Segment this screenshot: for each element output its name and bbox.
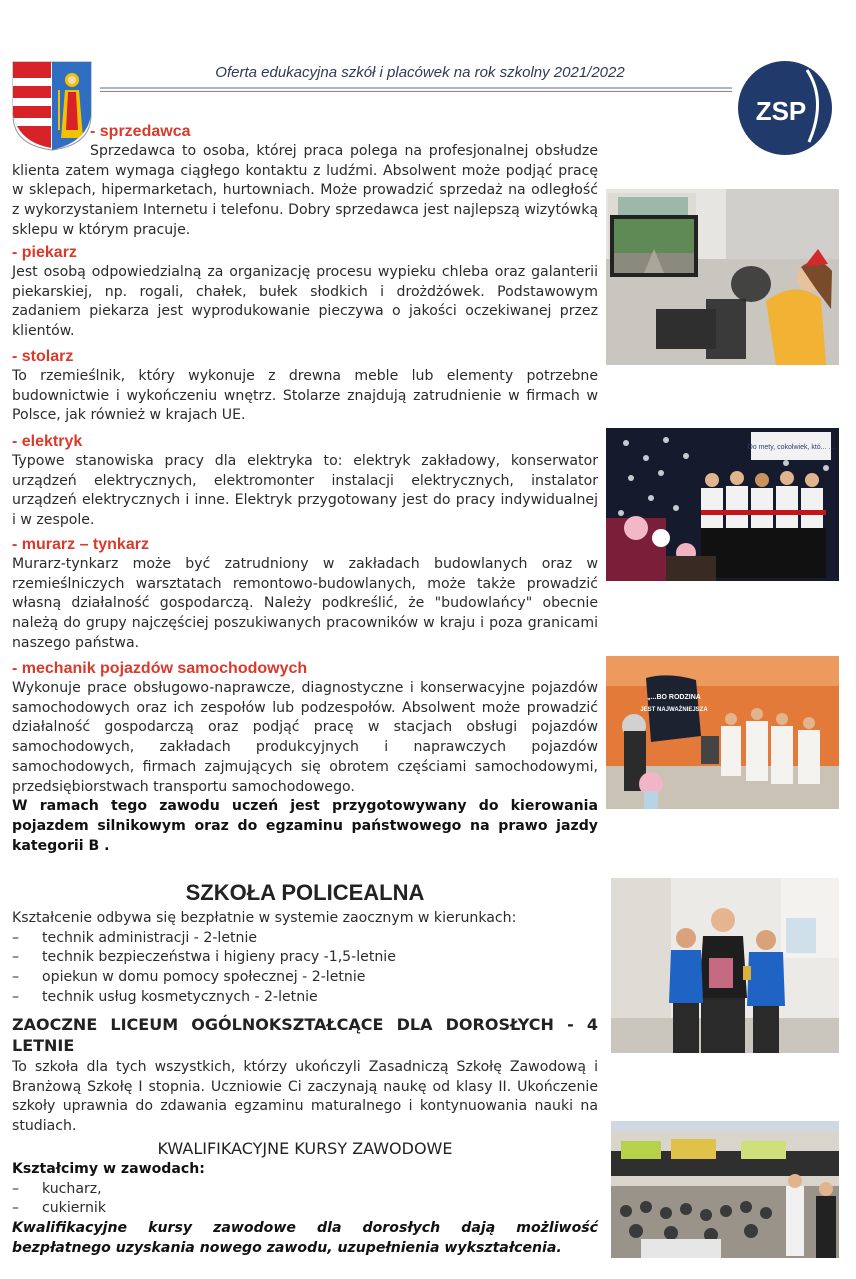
text-stolarz: To rzemieślnik, który wykonuje z drewna meble lub elementy potrzebne budownictwie i wykończeniu wnętrz. Stolarze znajdują zatrudnienie w firmach w Polsce, jak również w krajach UE. — [12, 368, 598, 424]
kursy-footer: Kwalifikacyjne kursy zawodowe dla dorosłych dają możliwość bezpłatnego uzyskania nowego zawodu, uzupełnienia wykształcenia. — [12, 1220, 598, 1256]
section-sprzedawca — [12, 121, 598, 241]
heading-kursy: KWALIFIKACYJNE KURSY ZAWODOWE — [157, 1139, 453, 1158]
photo-family-event — [606, 656, 839, 809]
heading-liceum: ZAOCZNE LICEUM OGÓLNOKSZTAŁCĄCE DLA DOROSŁYCH - 4 LETNIE — [12, 1015, 598, 1055]
section-mechanik — [12, 658, 598, 856]
heading-murarz: - murarz – tynkarz — [12, 536, 149, 553]
list-item: – technik administracji - 2-letnie — [12, 929, 258, 946]
photo-school-yard-event — [611, 1121, 839, 1258]
list-kursy — [12, 1180, 598, 1219]
text-elektryk: Typowe stanowiska pracy dla elektryka to: elektryk zakładowy, konserwator urządzeń elektrycznych, elektromonter instalacji elektrycznych, instalator urządzeń elektrycznych i inne. Elektryk przygotowany jest do pracy indywidualnej i w zespole. — [12, 453, 598, 529]
heading-elektryk: - elektryk — [12, 433, 83, 450]
photo-banner-text: Do mety, cokolwiek, któ... ... — [747, 444, 835, 451]
logo-text: ZSP — [755, 96, 807, 126]
section-murarz — [12, 534, 598, 654]
text-liceum: To szkoła dla tych wszystkich, którzy ukończyli Zasadniczą Szkołę Zawodową i Branżową Szkołę I stopnia. Uczniowie Ci zaczynają naukę od klasy II. Ukończenie szkoły uprawnia do zdawania egzaminu maturalnego i kontynuowania nauki na studiach. — [12, 1059, 598, 1135]
photo-banner-text-1: „...BO RODZINA — [647, 694, 701, 701]
heading-policealna: SZKOŁA POLICEALNA — [185, 880, 425, 905]
zsp-logo — [737, 60, 833, 156]
heading-sprzedawca: - sprzedawca — [90, 123, 191, 140]
list-item: – opiekun w domu pomocy społecznej - 2-letnie — [12, 969, 366, 986]
text-policealna-intro: Kształcenie odbywa się bezpłatnie w systemie zaocznym w kierunkach: — [12, 910, 517, 926]
photo-driving-simulator — [606, 189, 839, 365]
photo-choir-event — [606, 428, 839, 581]
section-policealna — [12, 909, 598, 1008]
section-stolarz — [12, 346, 598, 426]
list-item: – technik bezpieczeństwa i higieny pracy -1,5-letnie — [12, 949, 396, 966]
text-murarz: Murarz-tynkarz może być zatrudniony w zakładach budowlanych oraz w rzemieślniczych warsztatach remontowo-budowlanych, może także prowadzić własną działalność gospodarczą. Należy podkreślić, że "budowlańcy" obecnie należą do grupy najczęściej poszukiwanych pracowników w kraju i poza granicami naszego państwa. — [12, 556, 598, 651]
list-item: – kucharz, — [12, 1180, 102, 1197]
header-title: Oferta edukacyjna szkół i placówek na rok szkolny 2021/2022 — [215, 64, 625, 81]
list-item: – technik usług kosmetycznych - 2-letnie — [12, 988, 318, 1005]
kursy-subheading: Kształcimy w zawodach: — [12, 1161, 205, 1177]
header-divider-red — [100, 91, 732, 92]
text-piekarz: Jest osobą odpowiedzialną za organizację procesu wypieku chleba oraz galanterii piekarskiej, np. rogali, chałek, bułek słodkich i drożdżówek. Podstawowym zadaniem piekarza jest wyprodukowanie pieczywa o jakości oczekiwanej przez klientów. — [12, 264, 598, 340]
section-kursy — [12, 1160, 598, 1259]
section-elektryk — [12, 431, 598, 531]
list-item: – cukiernik — [12, 1200, 106, 1217]
list-policealna — [12, 929, 598, 1008]
text-sprzedawca: Sprzedawca to osoba, której praca polega na profesjonalnej obsłudze klienta zatem wymaga ciągłego kontaktu z ludźmi. Absolwent może podjąć pracę w sklepach, hipermarketach, hurtowniach. Może prowadzić sprzedaż na odległość z wykorzystaniem Internetu i telefonu. Dobry sprzedawca jest najlepszą wizytówką sklepu w którym pracuje. — [12, 143, 598, 238]
text-mechanik: Wykonuje prace obsługowo-naprawcze, diagnostyczne i konserwacyjne pojazdów samochodowych oraz ich zespołów lub podzespołów. Absolwent może prowadzić działalność gospodarczą oraz podjąć pracę w stacjach obsługi pojazdów samochodowych, zakładach produkcyjnych i naprawczych pojazdów samochodowych, firmach zajmujących się obrotem częściami samochodowymi, przedsiębiorstwach transportu samochodowego. — [12, 680, 598, 795]
heading-piekarz: - piekarz — [12, 244, 77, 261]
photo-sports-award — [611, 878, 839, 1053]
heading-mechanik: - mechanik pojazdów samochodowych — [12, 660, 308, 677]
photo-banner-text-2: JEST NAJWAŻNIEJSZA — [640, 707, 708, 713]
section-piekarz — [12, 242, 598, 342]
heading-stolarz: - stolarz — [12, 348, 74, 365]
header-divider — [100, 87, 732, 89]
text-mechanik-bold: W ramach tego zawodu uczeń jest przygotowywany do kierowania pojazdem silnikowym oraz do egzaminu państwowego na prawo jazdy kategorii B . — [12, 798, 598, 854]
